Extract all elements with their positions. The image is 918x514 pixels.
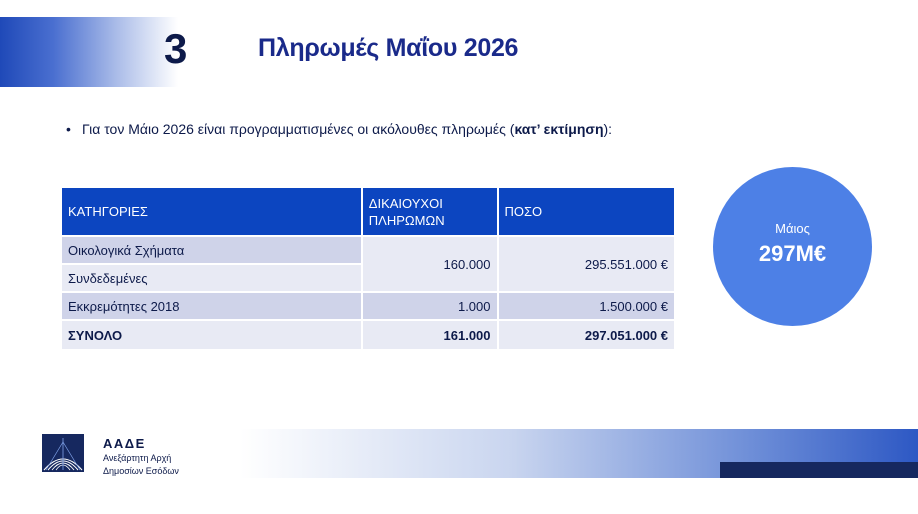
bullet-marker: • <box>66 121 71 137</box>
category-cell: Οικολογικά Σχήματα <box>62 237 361 263</box>
category-cell: Εκκρεμότητες 2018 <box>62 293 361 319</box>
total-amount: 297.051.000 € <box>499 321 674 349</box>
table-row <box>62 237 674 263</box>
bullet-text-bold: κατ’ εκτίμηση <box>514 121 604 137</box>
table-total-row <box>62 321 674 349</box>
logo-brand: ΑΑΔΕ <box>103 436 146 451</box>
bullet-text-after: ): <box>603 121 613 137</box>
circle-month: Μάιος <box>775 221 810 236</box>
header-gradient-bar <box>0 17 178 87</box>
total-beneficiaries: 161.000 <box>363 321 497 349</box>
circle-amount: 297Μ€ <box>758 241 827 266</box>
amount-cell: 295.551.000 € <box>499 237 674 291</box>
monthly-total-circle <box>713 167 872 326</box>
table-header-row <box>62 188 674 235</box>
payments-table <box>60 186 676 351</box>
logo-text <box>103 436 179 477</box>
aade-emblem-icon <box>42 434 84 472</box>
category-cell: Συνδεδεμένες <box>62 265 361 291</box>
logo-line-1: Ανεξάρτητη Αρχή <box>103 453 172 463</box>
header-beneficiaries: ΔΙΚΑΙΟΥΧΟΙ ΠΛΗΡΩΜΩΝ <box>363 188 497 235</box>
header-categories: ΚΑΤΗΓΟΡΙΕΣ <box>62 188 361 235</box>
logo-line-2: Δημοσίων Εσόδων <box>103 466 179 476</box>
total-label: ΣΥΝΟΛΟ <box>62 321 361 349</box>
header-amount: ΠΟΣΟ <box>499 188 674 235</box>
beneficiaries-cell: 1.000 <box>363 293 497 319</box>
slide-number: 3 <box>164 25 188 72</box>
slide-title: Πληρωμές Μαΐου 2026 <box>258 34 519 62</box>
bullet-text-before: Για τον Μάιο 2026 είναι προγραμματισμένες οι ακόλουθες πληρωμές ( <box>82 121 515 137</box>
table-row <box>62 293 674 319</box>
bullet-paragraph <box>66 121 612 137</box>
footer-navy-bar <box>720 462 918 478</box>
amount-cell: 1.500.000 € <box>499 293 674 319</box>
beneficiaries-cell: 160.000 <box>363 237 497 291</box>
